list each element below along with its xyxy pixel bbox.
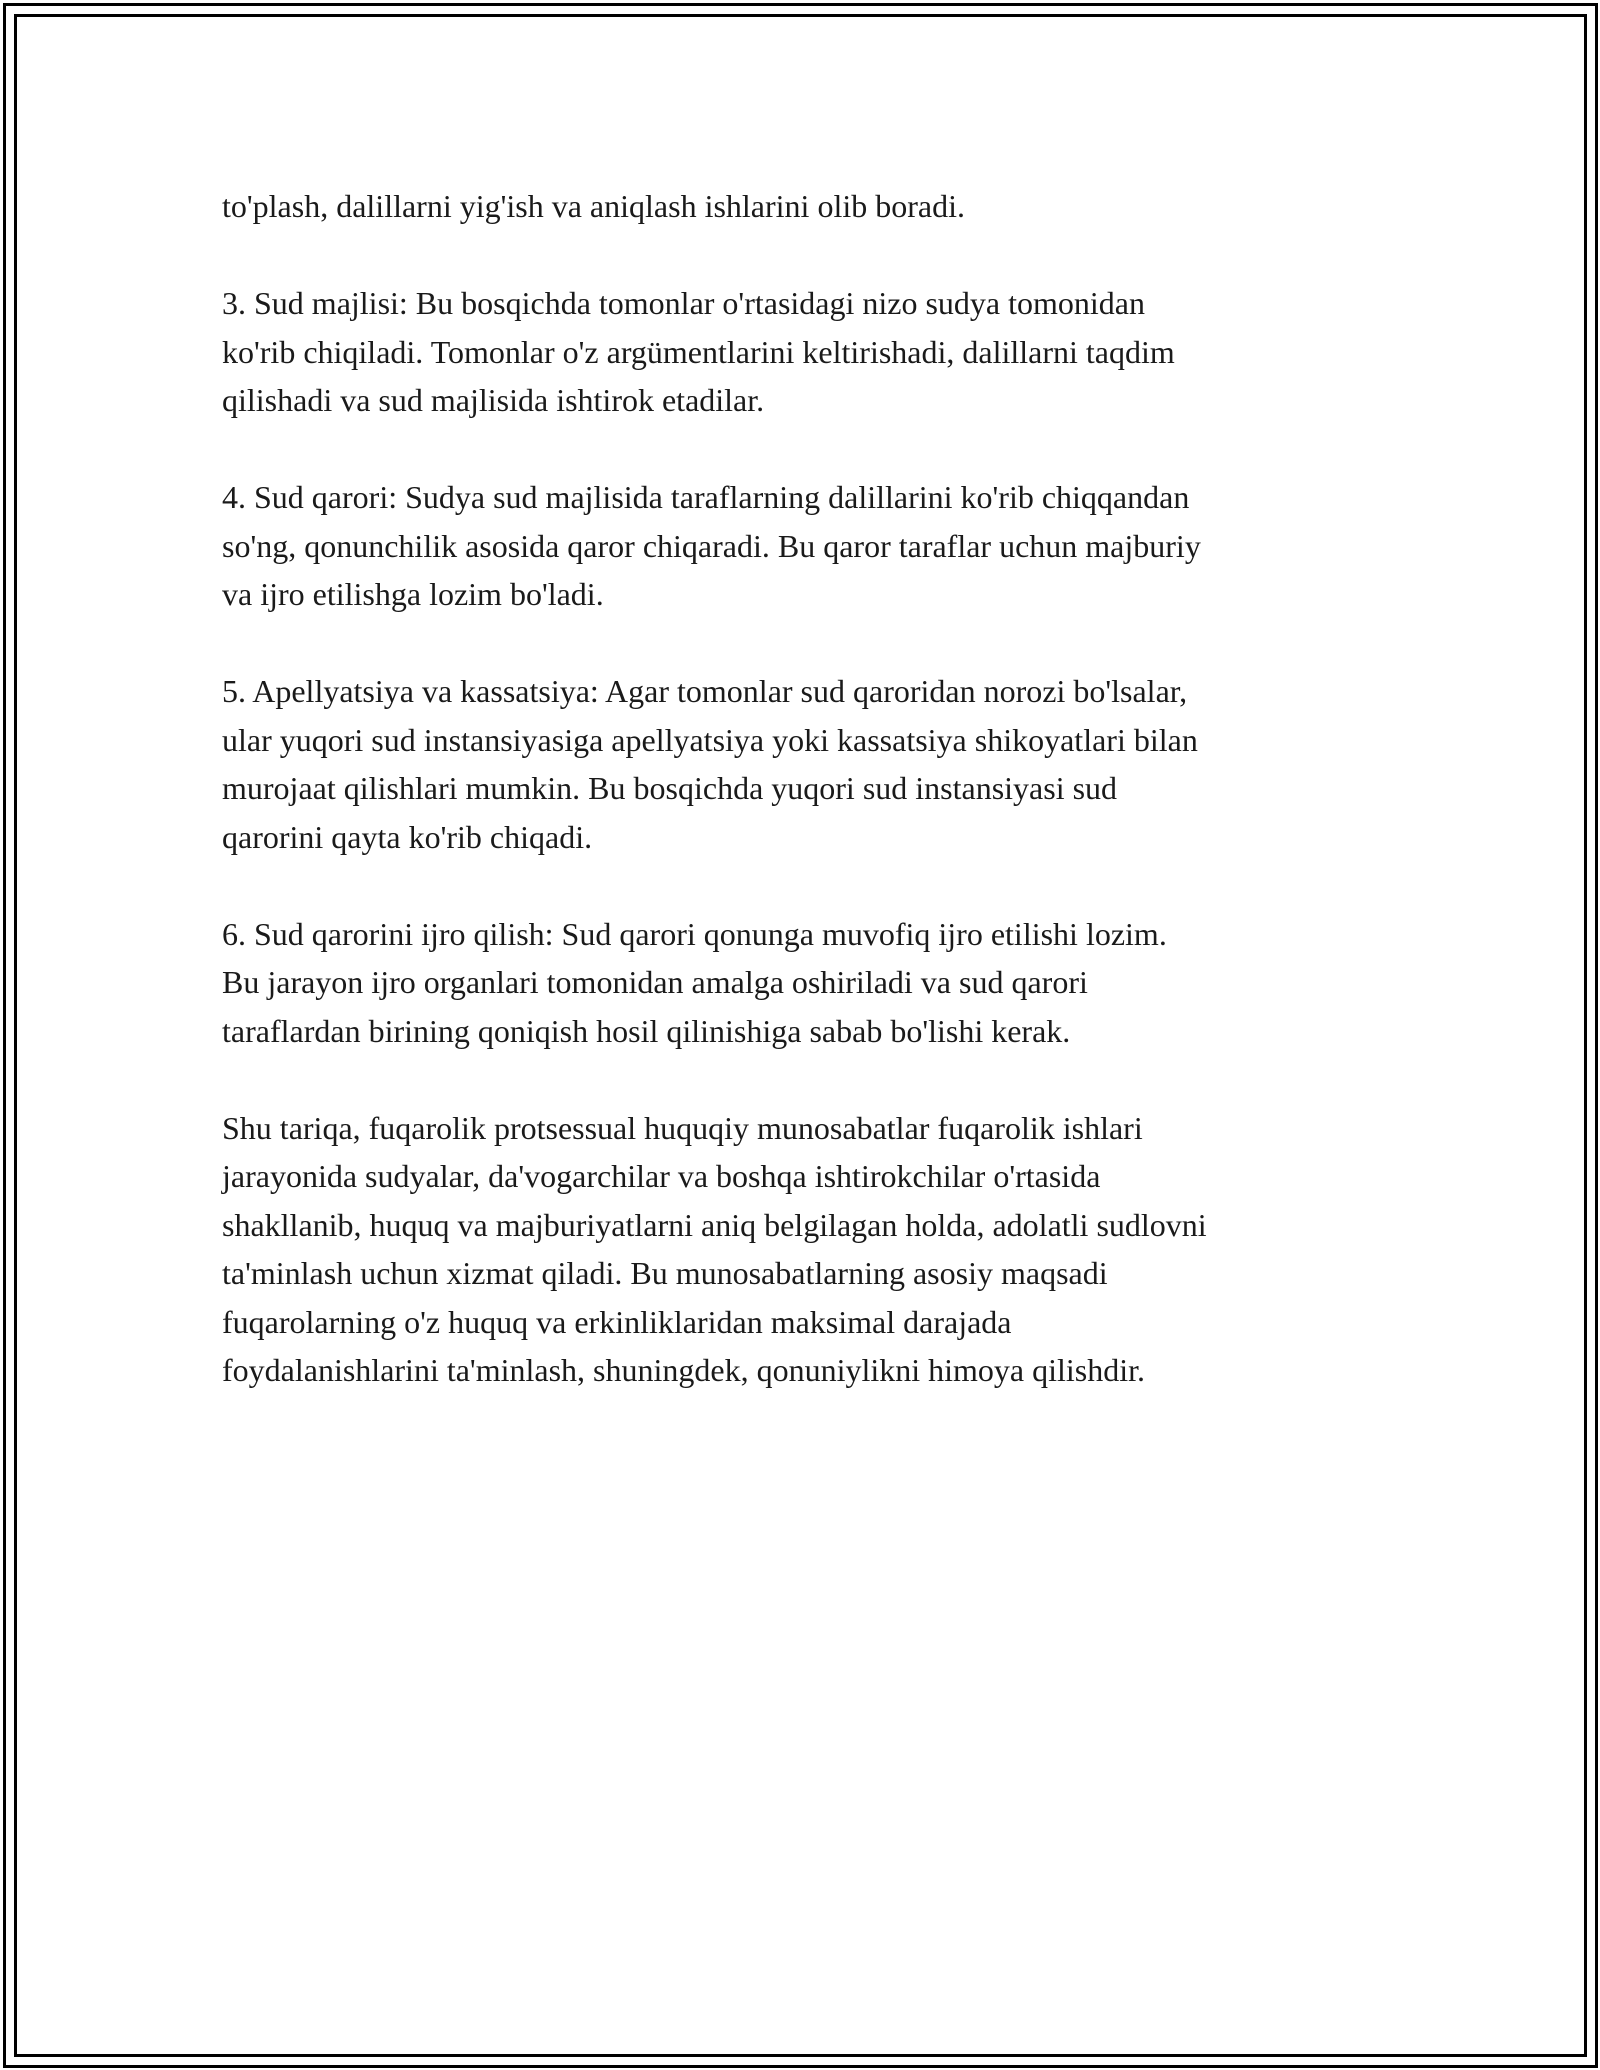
- paragraph-intro-continuation: to'plash, dalillarni yig'ish va aniqlash ishlarini olib boradi.: [222, 188, 965, 224]
- paragraph-step-6-execution: 6. Sud qarorini ijro qilish: Sud qarori qonunga muvofiq ijro etilishi lozim. Bu jarayon ijro organlari tomonidan amalga oshiriladi va sud qarori taraflardan birining qoniqish hosil qilinishiga sabab bo'lishi kerak.: [222, 915, 1167, 1049]
- paragraph-step-4-court-decision: 4. Sud qarori: Sudya sud majlisida taraflarning dalillarini ko'rib chiqqandan so'ng, qonunchilik asosida qaror chiqaradi. Bu qaror taraflar uchun majburiy va ijro etilishga lozim bo'ladi.: [222, 479, 1201, 612]
- paragraph-step-3-court-session: 3. Sud majlisi: Bu bosqichda tomonlar o'rtasidagi nizo sudya tomonidan ko'rib chiqiladi. Tomonlar o'z argümentlarini keltirishadi, dalillarni taqdim qilishadi va sud majlisida ishtirok etadilar.: [222, 285, 1175, 418]
- document-body: [222, 182, 1402, 1443]
- paragraph-step-5-appeal-cassation: 5. Apellyatsiya va kassatsiya: Agar tomonlar sud qaroridan norozi bo'lsalar, ular yuqori sud instansiyasiga apellyatsiya yoki kassatsiya shikoyatlari bilan murojaat qilishlari mumkin. Bu bosqichda yuqori sud instansiyasi sud qarorini qayta ko'rib chiqadi.: [222, 673, 1198, 855]
- paragraph-conclusion: Shu tariqa, fuqarolik protsessual huquqiy munosabatlar fuqarolik ishlari jarayonida sudyalar, da'vogarchilar va boshqa ishtirokchilar o'rtasida shakllanib, huquq va majburiyatlarni aniq belgilagan holda, adolatli sudlovni ta'minlash uchun xizmat qiladi. Bu munosabatlarning asosiy maqsadi fuqarolarning o'z huquq va erkinliklaridan maksimal darajada foydalanishlarini ta'minlash, shuningdek, qonuniylikni himoya qilishdir.: [222, 1109, 1207, 1388]
